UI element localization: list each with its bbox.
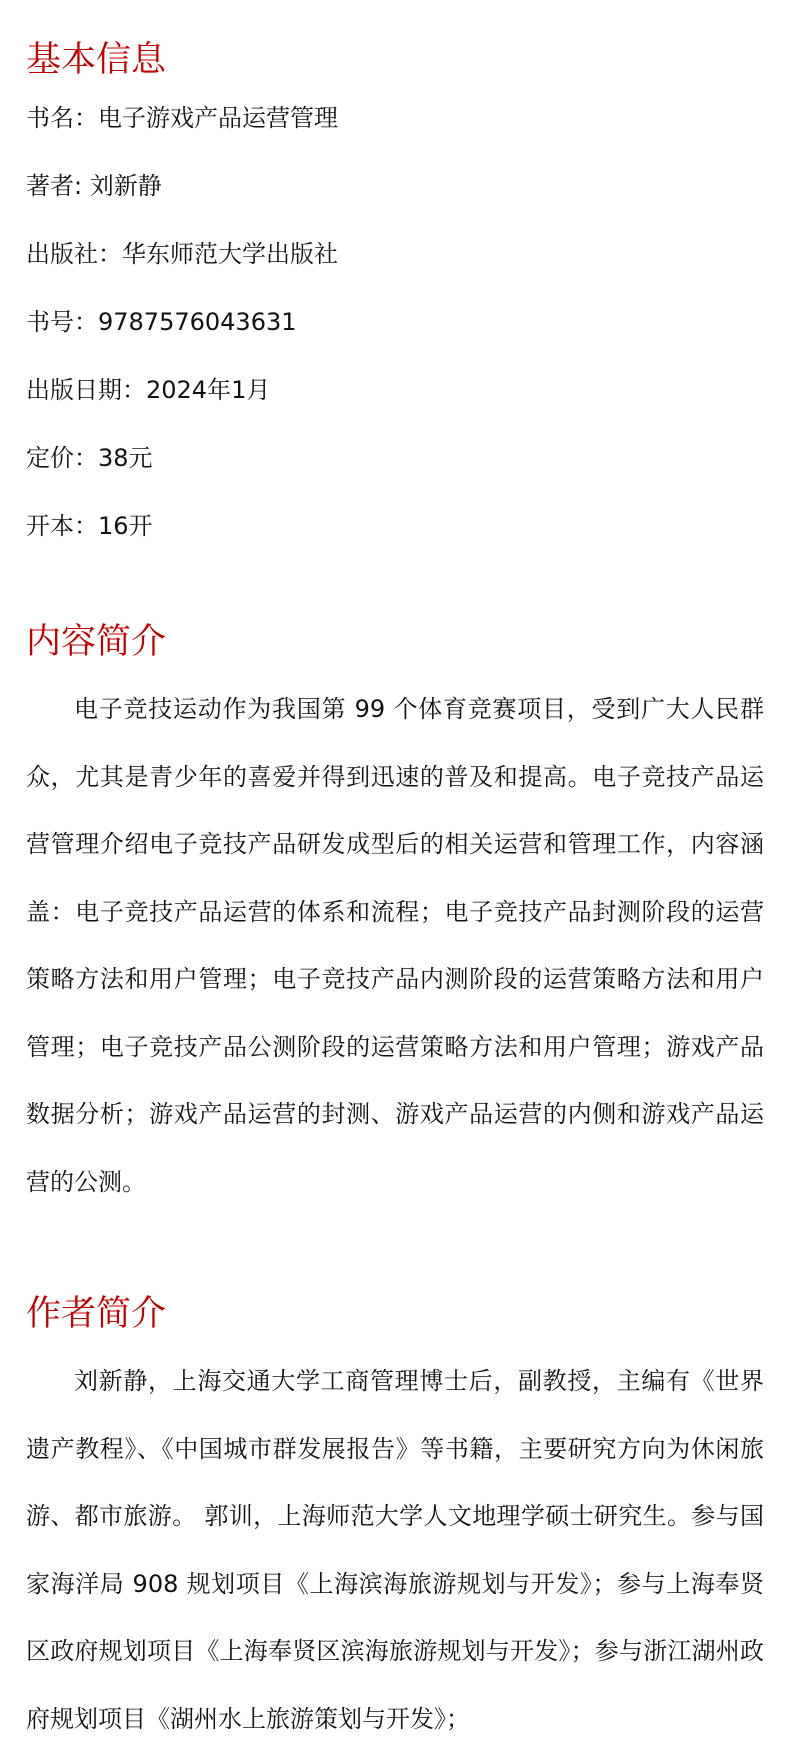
info-value: 电子游戏产品运营管理 (98, 104, 338, 132)
info-value: 刘新静 (89, 172, 162, 200)
info-label: 出版社： (26, 240, 122, 268)
section-title-author-intro: 作者简介 (26, 1294, 167, 1334)
author-intro-paragraph: 刘新静，上海交通大学工商管理博士后，副教授，主编有《世界遗产教程》、《中国城市群发展报告》等书籍，主要研究方向为休闲旅游、都市旅游。 郭训，上海师范大学人文地理学硕士研究生。参与国家海洋局 908 规划项目《上海滨海旅游规划与开发》；参与上海奉贤区政府规划项目《上海奉贤区滨海旅游规划与开发》；参与浙江湖州政府规划项目《湖州水上旅游策划与开发》； (26, 1367, 764, 1733)
section-title-basic-info: 基本信息 (26, 40, 167, 80)
info-value: 9787576043631 (98, 308, 297, 336)
info-value: 38元 (98, 444, 153, 472)
info-label: 书名： (26, 104, 98, 132)
info-label: 定价： (26, 444, 98, 472)
info-label: 出版日期： (26, 376, 146, 404)
section-title-content-intro: 内容简介 (26, 622, 167, 662)
info-item-isbn (26, 304, 764, 372)
info-item-author (26, 168, 764, 236)
info-item-publish-date (26, 372, 764, 440)
info-item-publisher (26, 236, 764, 304)
info-label: 著者: (26, 172, 90, 200)
info-item-price (26, 440, 764, 508)
info-value: 16开 (98, 512, 153, 540)
info-item-book-title (26, 100, 764, 168)
info-label: 开本： (26, 512, 98, 540)
basic-info-list (26, 100, 764, 576)
info-item-format (26, 508, 764, 576)
info-value: 华东师范大学出版社 (122, 240, 338, 268)
info-label: 书号： (26, 308, 98, 336)
info-value: 2024年1月 (146, 376, 271, 404)
content-intro-paragraph: 电子竞技运动作为我国第 99 个体育竞赛项目，受到广大人民群众，尤其是青少年的喜爱并得到迅速的普及和提高。电子竞技产品运营管理介绍电子竞技产品研发成型后的相关运营和管理工作，内容涵盖：电子竞技产品运营的体系和流程；电子竞技产品封测阶段的运营策略方法和用户管理；电子竞技产品内测阶段的运营策略方法和用户管理；电子竞技产品公测阶段的运营策略方法和用户管理；游戏产品数据分析；游戏产品运营的封测、游戏产品运营的内侧和游戏产品运营的公测。 (26, 695, 764, 1196)
